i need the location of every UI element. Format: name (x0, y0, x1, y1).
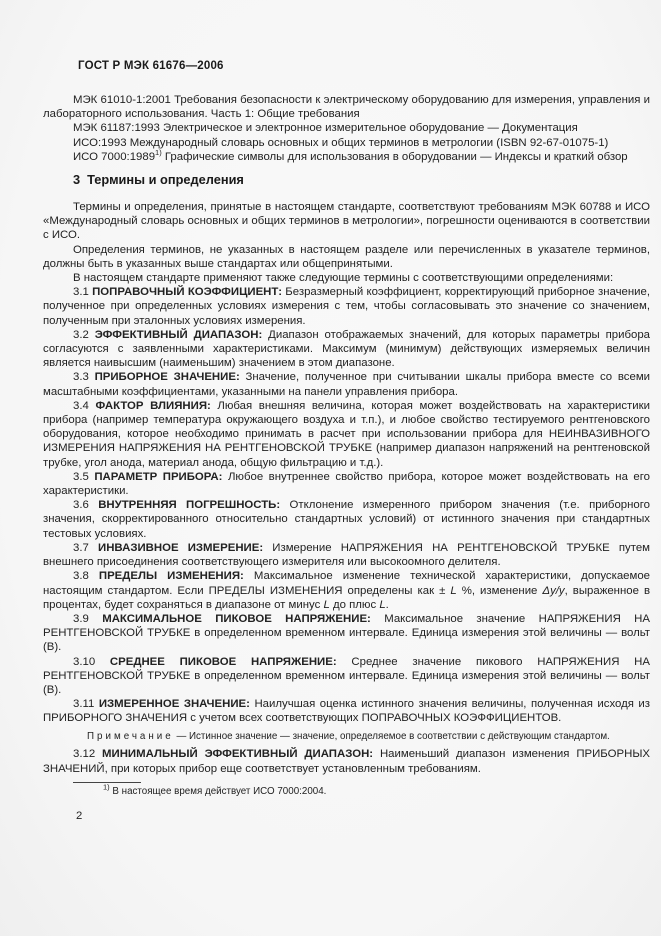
terms-block (43, 285, 650, 776)
text-run: %, изменение (456, 584, 543, 597)
term-definition (43, 541, 650, 569)
text-run: Графические символы для использования в оборудовании — Индексы и краткий обзор (161, 150, 628, 163)
term-name: МИНИМАЛЬНЫЙ ЭФФЕКТИВНЫЙ ДИАПАЗОН: (102, 748, 380, 761)
note-label: Примечание (87, 730, 174, 742)
term-number: 3.1 (73, 286, 93, 299)
term-name: ЭФФЕКТИВНЫЙ ДИАПАЗОН: (94, 328, 269, 341)
term-definition (43, 612, 650, 655)
term-name: МАКСИМАЛЬНОЕ ПИКОВОЕ НАПРЯЖЕНИЕ: (102, 612, 385, 625)
reference-item (43, 121, 650, 135)
term-number: 3.6 (73, 499, 99, 512)
text-run: до плюс (329, 598, 380, 611)
text-run: Любая внешняя величина, которая может воздействовать на характеристики прибора (например температура окружающего воздуха и т.п.), и любое свойство тестируемого рентгеновского оборудования, которое необходимо принимать в расчет при использовании прибора для НЕИНВАЗИВНОГО ИЗМЕРЕНИЯ НАПРЯЖЕНИЯ НА РЕНТГЕНОВСКОЙ ТРУБКЕ (например диапазон напряжений на рентгеновской трубке, угол анода, материал анода, общую фильтрацию и т.д.). (43, 399, 650, 469)
text-run: Значение, полученное при считывании шкалы прибора вместе со всеми масштабными коэффициентами, указанными на панели управления прибора. (43, 371, 651, 398)
term-definition (43, 747, 650, 775)
term-number: 3.7 (73, 541, 99, 554)
text-run: Среднее значение пикового НАПРЯЖЕНИЯ НА РЕНТГЕНОВСКОЙ ТРУБКЕ в определенном временном интервале. Единица измерения этой величины — вольт (В). (43, 655, 650, 696)
term-definition (43, 569, 650, 612)
term-definition (43, 370, 650, 398)
intro-paragraph (43, 271, 650, 285)
text-run: В настоящем стандарте применяют также следующие термины с соответствующими определениями: (73, 272, 614, 285)
term-definition (43, 399, 650, 470)
text-run: Максимальное значение НАПРЯЖЕНИЯ НА РЕНТГЕНОВСКОЙ ТРУБКЕ в определенном временном интервале. Единица измерения этой величины — вольт (В). (43, 612, 650, 654)
reference-item (43, 150, 650, 164)
references-block (43, 93, 650, 164)
term-name: ПРЕДЕЛЫ ИЗМЕНЕНИЯ: (98, 570, 254, 583)
section-heading (43, 172, 650, 188)
text-run: ИСО:1993 Международный словарь основных и общих терминов в метрологии (ISBN 92-67-01075-1) (73, 136, 609, 149)
term-definition (43, 655, 650, 698)
document-body (43, 93, 650, 823)
text-run: Безразмерный коэффициент, корректирующий приборное значение, полученное при определенных условиях измерения с тем, чтобы согласовывать это значение со значением, полученным при эталонных условиях измерения. (43, 286, 651, 327)
term-name: ПАРАМЕТР ПРИБОРА: (94, 470, 228, 483)
term-name: ИЗМЕРЕННОЕ ЗНАЧЕНИЕ: (98, 698, 255, 711)
term-number: 3.8 (73, 570, 99, 583)
reference-item (43, 136, 650, 150)
text-run: Определения терминов, не указанных в настоящем разделе или перечисленных в указателе терминов, должны быть в указанных выше стандартах или общепринятыми. (43, 243, 650, 270)
footnote-text: В настоящее время действует ИСО 7000:2004. (112, 785, 327, 797)
term-name: СРЕДНЕЕ ПИКОВОЕ НАПРЯЖЕНИЕ: (109, 655, 352, 668)
superscript-marker: 1) (155, 148, 162, 158)
term-name: ФАКТОР ВЛИЯНИЯ: (95, 399, 218, 412)
intro-paragraph (43, 243, 650, 271)
reference-item (43, 93, 650, 121)
term-number: 3.4 (73, 399, 96, 412)
text-run: L (323, 598, 330, 611)
text-run: Диапазон отображаемых значений, для которых параметры прибора согласуются с заявленными характеристиками. Максимум (минимум) действующих измеряемых величин является наивысшим (наименьшим) значением в этом диапазоне. (43, 328, 651, 370)
text-run: Максимальное изменение технической характеристики, допускаемое настоящим стандартом. Если ПРЕДЕЛЫ ИЗМЕНЕНИЯ определены как ± (43, 570, 650, 597)
footnote (43, 782, 650, 799)
text-run: Отклонение измеренного прибором значения (т.е. приборного значения, скорректированного относительно стандартных условий) от истинного значения при стандартных тестовых условиях. (43, 499, 650, 540)
note-paragraph: Примечание — Истинное значение — значение, определяемое в соответствии с действующим стандартом. (87, 730, 610, 742)
intro-block (43, 200, 650, 285)
section-number: 3 (73, 172, 81, 188)
footnote-marker: 1) (103, 782, 110, 792)
term-name: ПРИБОРНОЕ ЗНАЧЕНИЕ: (94, 371, 246, 384)
term-definition (43, 498, 650, 541)
text-run: ИСО 7000:1989 (73, 150, 156, 163)
text-run: L (379, 598, 386, 611)
term-number: 3.3 (73, 371, 95, 384)
text-run: L (450, 584, 457, 597)
term-name: ПОПРАВОЧНЫЙ КОЭФФИЦИЕНТ: (92, 286, 286, 299)
text-run: Наилучшая оценка истинного значения величины, полученная исходя из ПРИБОРНОГО ЗНАЧЕНИЯ с учетом всех соответствующих ПОПРАВОЧНЫХ КОЭФФИЦИЕНТОВ. (43, 698, 650, 725)
term-name: ИНВАЗИВНОЕ ИЗМЕРЕНИЕ: (98, 541, 273, 554)
term-number: 3.12 (73, 748, 103, 761)
text-run: МЭК 61010-1:2001 Требования безопасности к электрическому оборудованию для измерения, управления и лабораторного использования. Часть 1: Общие требования (43, 94, 650, 121)
text-run: Измерение НАПРЯЖЕНИЯ НА РЕНТГЕНОВСКОЙ ТРУБКЕ путем внешнего присоединения соответствующего измерителя или высокоомного делителя. (43, 541, 651, 569)
text-run: Δy/y (542, 584, 565, 597)
term-number: 3.11 (73, 698, 99, 711)
term-definition (43, 328, 650, 371)
text-run: Любое внутреннее свойство прибора, которое может воздействовать на его характеристики. (43, 470, 651, 498)
term-definition (43, 285, 650, 328)
term-name: ВНУТРЕННЯЯ ПОГРЕШНОСТЬ: (98, 499, 290, 512)
intro-paragraph (43, 200, 650, 243)
term-number: 3.9 (73, 612, 103, 625)
text-run: МЭК 61187:1993 Электрическое и электронное измерительное оборудование — Документация (73, 122, 578, 135)
page-number: 2 (76, 809, 83, 822)
term-definition (43, 697, 650, 725)
text-run: Термины и определения, принятые в настоящем стандарте, соответствуют требованиям МЭК 60788 и ИСО «Международный словарь основных и общих терминов в метрологии», погрешности оцениваются в соответствии с ИСО. (43, 201, 650, 242)
running-header: ГОСТ Р МЭК 61676—2006 (78, 60, 224, 72)
text-run: Наименьший диапазон изменения ПРИБОРНЫХ ЗНАЧЕНИЙ, при которых прибор еще соответствует установленным требованиям. (43, 748, 651, 775)
section-title: Термины и определения (87, 172, 244, 188)
term-number: 3.5 (73, 470, 95, 483)
note-text: Истинное значение — значение, определяемое в соответствии с действующим стандартом. (188, 730, 610, 742)
footnote-block (43, 782, 650, 799)
term-definition (43, 470, 650, 498)
term-number: 3.2 (73, 328, 95, 341)
text-run: . (385, 598, 389, 611)
term-number: 3.10 (73, 655, 110, 668)
text-run: , выраженное в процентах, будет сохраняться в диапазоне от минус (43, 584, 650, 611)
